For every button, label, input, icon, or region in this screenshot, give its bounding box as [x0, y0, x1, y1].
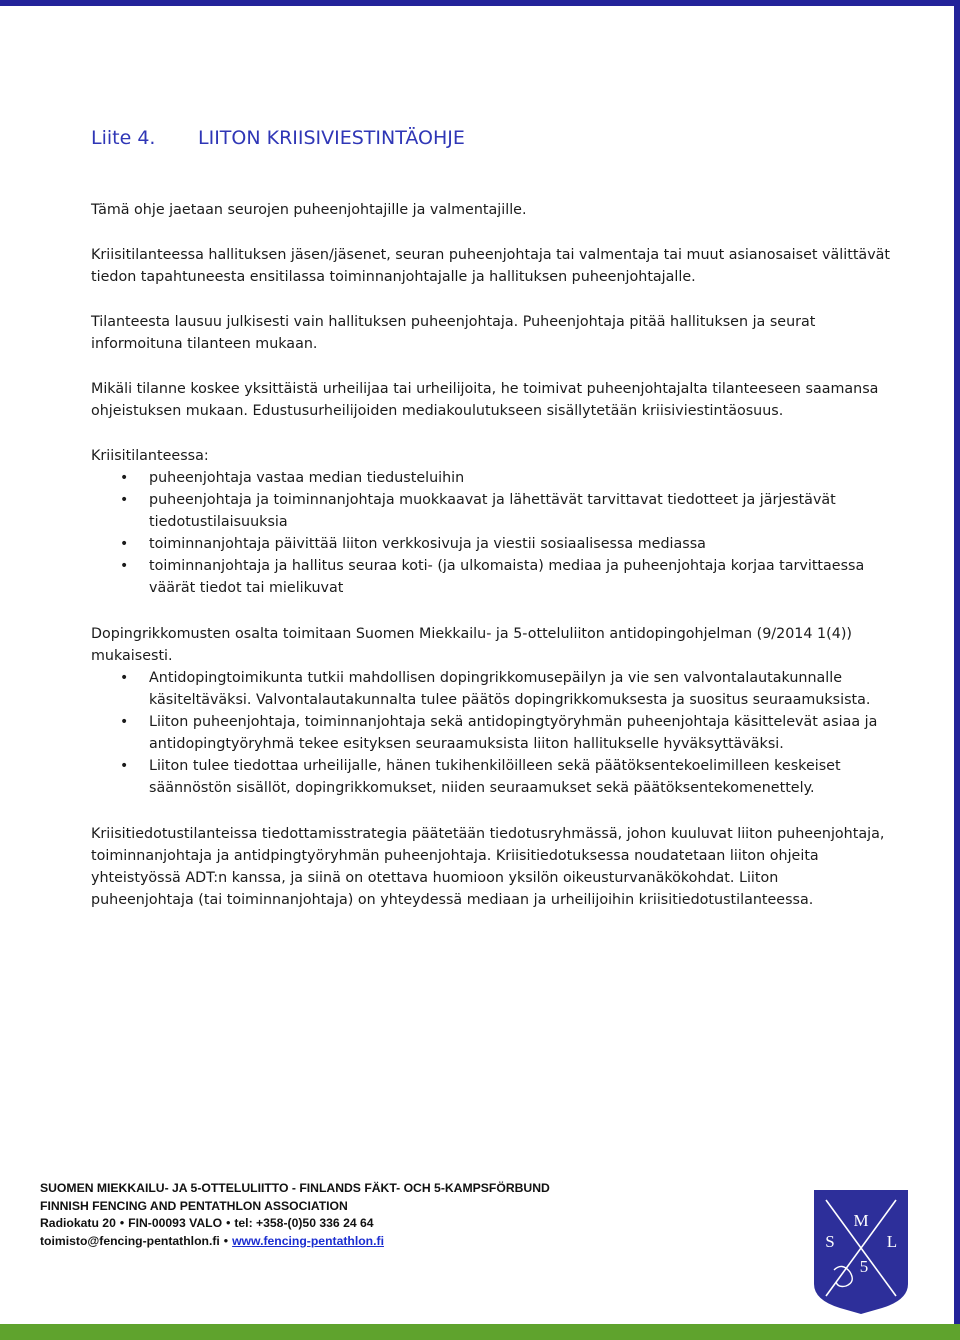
- bullet-icon: •: [120, 470, 129, 486]
- bullet-icon: •: [120, 714, 129, 730]
- communication-paragraph: Kriisitiedotustilanteissa tiedottamisstrategia päätetään tiedotusryhmässä, johon kuuluvat liiton puheenjohtaja, toiminnanjohtaja ja antidpingtyöryhmän puheenjohtaja. Kriisitiedotuksessa noudatetaan liiton ohjeita yhteistyössä ADT:n kanssa, ja siinä on otettava huomioon yksilön oikeusturvanäkökohdat. Liiton puheenjohtaja (tai toiminnanjohtaja) on yhteydessä mediaan ja urheilijoihin kriisitiedotustilanteessa.: [91, 826, 885, 908]
- bullet-icon: •: [120, 558, 129, 574]
- logo-number-5: 5: [859, 1257, 869, 1276]
- crisis-section: [91, 445, 911, 599]
- bullet-icon: •: [120, 536, 129, 552]
- intro-paragraph: Tämä ohje jaetaan seurojen puheenjohtajille ja valmentajille.: [91, 202, 527, 218]
- website-link[interactable]: www.fencing-pentathlon.fi: [232, 1233, 384, 1248]
- document-body: [91, 125, 911, 911]
- appendix-number: Liite 4.: [91, 127, 156, 149]
- federation-name-english: FINNISH FENCING AND PENTATHLON ASSOCIATION: [40, 1198, 348, 1213]
- email: toimisto@fencing-pentathlon.fi: [40, 1233, 220, 1248]
- appendix-title: LIITON KRIISIVIESTINTÄOHJE: [198, 127, 465, 149]
- page-frame-top: [0, 0, 960, 6]
- contact-line: Radiokatu 20 • FIN-00093 VALO • tel: +358-(0)50 336 24 64: [40, 1216, 374, 1230]
- doping-section: Dopingrikkomusten osalta toimitaan Suomen Miekkailu- ja 5-otteluliiton antidopingohjelman (9/2014 1(4)) mukaisesti. • Antidopingtoimikunta tutkii mahdollisen dopingrikkomusepäilyn ja vie sen valvontalautakunnalle käsiteltäväksi. Valvontalautakunnalta tulee päätös dopingrikkomuksesta ja suositus seuraamuksista. • Liiton puheenjohtaja, toiminnanjohtaja sekä antidopingtyöryhmän puheenjohtaja käsittelevät asiaa ja antidopingtyöryhmä tekee esityksen seuraamuksista liiton hallitukselle hyväksyttäväksi. • Liiton tulee tiedottaa urheilijalle, hänen tukihenkilöilleen sekä päätöksentekoelimilleen keskeiset säännöstön sisällöt, dopingrikkomukset, niiden seuraamukset sekä päätöksentekomenettely.: [91, 623, 911, 799]
- spokesperson-paragraph: Tilanteesta lausuu julkisesti vain hallituksen puheenjohtaja. Puheenjohtaja pitää hallituksen ja seurat informoituna tilanteen mukaan.: [91, 314, 816, 352]
- doping-list: [91, 667, 911, 799]
- list-item: • toiminnanjohtaja ja hallitus seuraa koti- (ja ulkomaista) mediaa ja puheenjohtaja korjaa tarvittaessa väärät tiedot tai mielikuvat: [91, 555, 911, 599]
- page-title: [91, 125, 911, 151]
- logo-letter-l: L: [886, 1232, 898, 1251]
- letterhead-footer: [40, 1180, 640, 1250]
- list-item: • puheenjohtaja vastaa median tiedusteluihin: [91, 467, 911, 489]
- address: Radiokatu 20: [40, 1216, 116, 1230]
- page-frame-bottom: [0, 1324, 960, 1340]
- phone: tel: +358-(0)50 336 24 64: [234, 1216, 374, 1230]
- list-item: • Liiton tulee tiedottaa urheilijalle, hänen tukihenkilöilleen sekä päätöksentekoelimilleen keskeiset säännöstön sisällöt, dopingrikkomukset, niiden seuraamukset sekä päätöksentekomenettely.: [91, 755, 911, 799]
- page-frame-right: [954, 0, 960, 1340]
- athlete-paragraph: Mikäli tilanne koskee yksittäistä urheilijaa tai urheilijoita, he toimivat puheenjohtajalta tilanteeseen saamansa ohjeistuksen mukaan. Edustusurheilijoiden mediakoulutukseen sisällytetään kriisiviestintäosuus.: [91, 381, 879, 419]
- logo-letter-m: M: [853, 1211, 869, 1230]
- list-item: • toiminnanjohtaja päivittää liiton verkkosivuja ja viestii sosiaalisessa mediassa: [91, 533, 911, 555]
- bullet-icon: •: [120, 492, 129, 508]
- reporting-paragraph: Kriisitilanteessa hallituksen jäsen/jäsenet, seuran puheenjohtaja tai valmentaja tai muut asianosaiset välittävät tiedon tapahtuneesta ensitilassa toiminnanjohtajalle ja hallituksen puheenjohtajalle.: [91, 247, 891, 285]
- crisis-list-heading: Kriisitilanteessa:: [91, 448, 209, 464]
- list-item: • Antidopingtoimikunta tutkii mahdollisen dopingrikkomusepäilyn ja vie sen valvontalautakunnalle käsiteltäväksi. Valvontalautakunnalta tulee päätös dopingrikkomuksesta ja suositus seuraamuksista.: [91, 667, 911, 711]
- bullet-icon: •: [120, 670, 129, 686]
- logo-letter-s: S: [825, 1232, 835, 1251]
- postal-code: FIN-00093 VALO: [128, 1216, 223, 1230]
- bullet-icon: •: [120, 758, 129, 774]
- federation-logo-icon: [812, 1188, 910, 1316]
- list-item: • puheenjohtaja ja toiminnanjohtaja muokkaavat ja lähettävät tarvittavat tiedotteet ja järjestävät tiedotustilaisuuksia: [91, 489, 911, 533]
- web-line: toimisto@fencing-pentathlon.fi • www.fencing-pentathlon.fi: [40, 1233, 384, 1248]
- crisis-list: [91, 467, 911, 599]
- list-item: • Liiton puheenjohtaja, toiminnanjohtaja sekä antidopingtyöryhmän puheenjohtaja käsittelevät asiaa ja antidopingtyöryhmä tekee esityksen seuraamuksista liiton hallitukselle hyväksyttäväksi.: [91, 711, 911, 755]
- federation-name: SUOMEN MIEKKAILU- JA 5-OTTELULIITTO - FINLANDS FÄKT- OCH 5-KAMPSFÖRBUND: [40, 1181, 550, 1195]
